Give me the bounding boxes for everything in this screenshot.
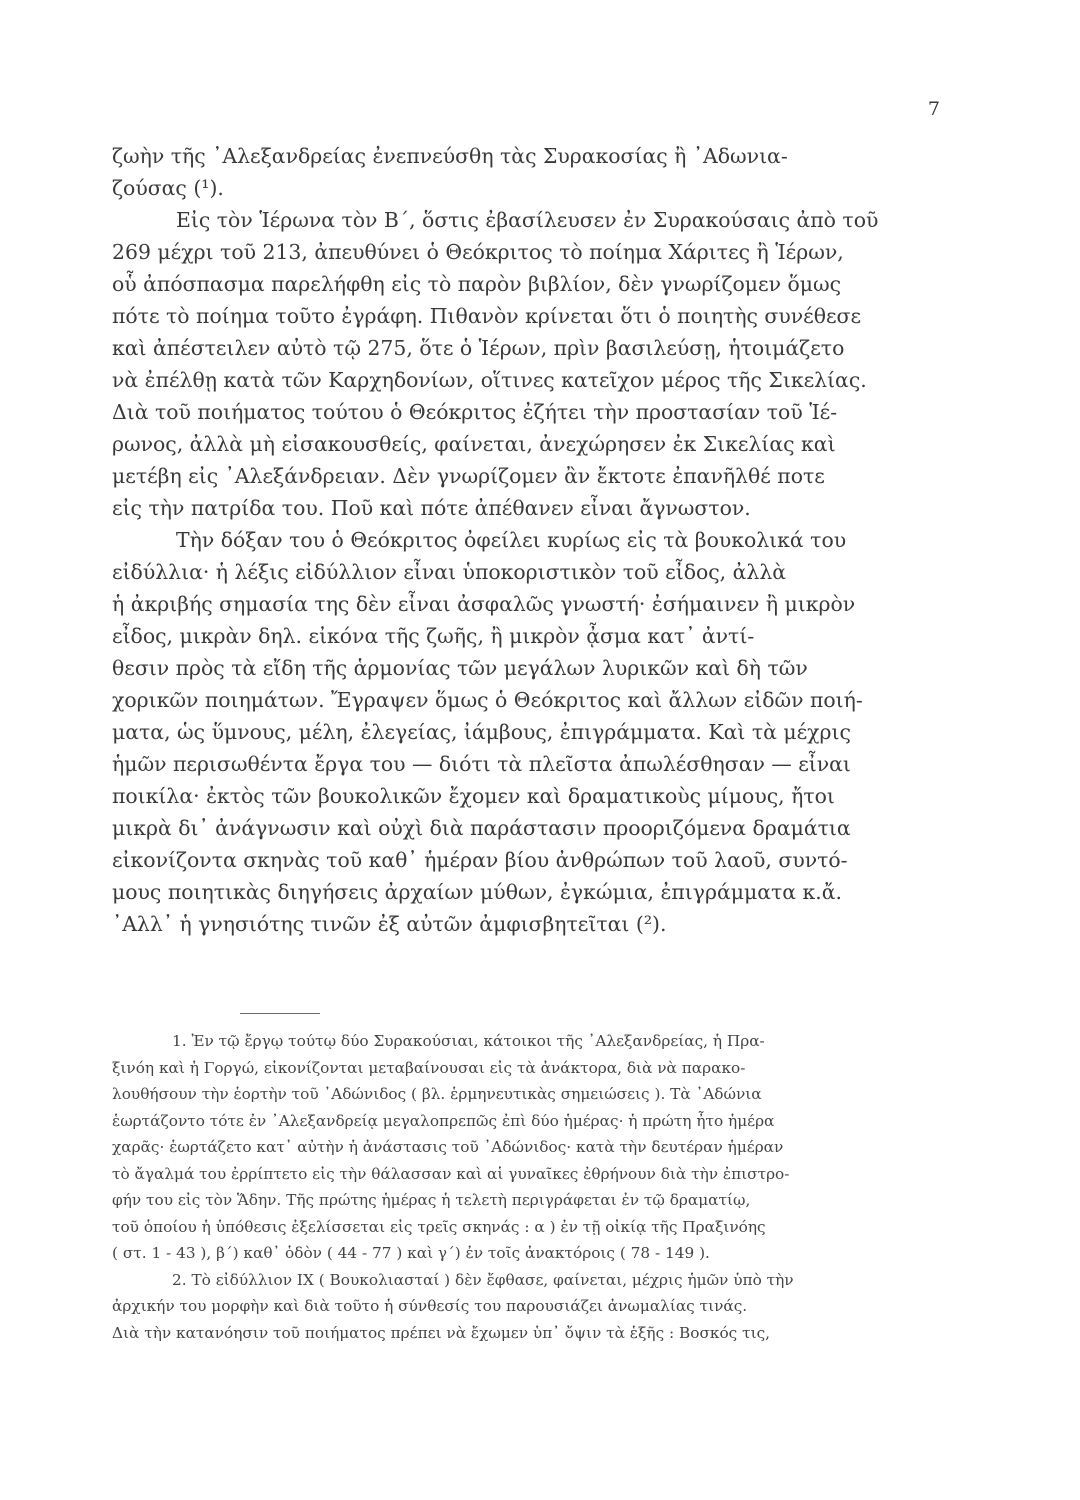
footnote-line: χαρᾶς· ἑωρτάζετο κατ᾿ αὐτὴν ἡ ἀνάστασις τοῦ ᾿Αδώνιδος· κατὰ τὴν δευτέραν ἡμέραν [112, 1138, 784, 1156]
text-line: Τὴν δόξαν του ὁ Θεόκριτος ὀφείλει κυρίως εἰς τὰ βουκολικά του [176, 528, 847, 552]
text-line: καὶ ἀπέστειλεν αὐτὸ τῷ 275, ὅτε ὁ Ἱέρων, πρὶν βασιλεύσῃ, ἡτοιμάζετο [112, 336, 845, 360]
footnote-line: 2. Τὸ εἰδύλλιον IX ( Βουκολιασταί ) δὲν ἔφθασε, φαίνεται, μέχρις ἡμῶν ὑπὸ τὴν [172, 1270, 794, 1289]
text-line: ματα, ὡς ὕμνους, μέλη, ἐλεγείας, ἰάμβους, ἐπιγράμματα. Καὶ τὰ μέχρις [112, 720, 851, 744]
text-line: νὰ ἐπέλθῃ κατὰ τῶν Καρχηδονίων, οἵτινες κατεῖχον μέρος τῆς Σικελίας. [112, 368, 867, 392]
text-line: εἰς τὴν πατρίδα του. Ποῦ καὶ πότε ἀπέθανεν εἶναι ἄγνωστον. [112, 496, 751, 520]
text-line: πότε τὸ ποίημα τοῦτο ἐγράφη. Πιθανὸν κρίνεται ὅτι ὁ ποιητὴς συνέθεσε [112, 304, 862, 328]
footnote-line: ξινόη καὶ ἡ Γοργώ, εἰκονίζονται μεταβαίνουσαι εἰς τὰ ἀνάκτορα, διὰ νὰ παρακο- [112, 1058, 746, 1077]
text-line: εἶδος, μικρὰν δηλ. εἰκόνα τῆς ζωῆς, ἢ μικρὸν ᾆσμα κατ᾿ ἀντί- [112, 624, 755, 648]
text-line: ζωὴν τῆς ᾿Αλεξανδρείας ἐνεπνεύσθη τὰς Συρακοσίας ἢ ᾿Αδωνια- [112, 144, 788, 168]
footnote-line: Διὰ τὴν κατανόησιν τοῦ ποιήματος πρέπει νὰ ἔχωμεν ὑπ᾿ ὄψιν τὰ ἑξῆς : Βοσκός τις, [112, 1323, 771, 1342]
page-number: 7 [927, 98, 940, 120]
text-line: μετέβη εἰς ᾿Αλεξάνδρειαν. Δὲν γνωρίζομεν ἂν ἔκτοτε ἐπανῆλθέ ποτε [112, 464, 825, 488]
text-line: θεσιν πρὸς τὰ εἴδη τῆς ἁρμονίας τῶν μεγάλων λυρικῶν καὶ δὴ τῶν [112, 656, 808, 680]
text-line: ἡμῶν περισωθέντα ἔργα του — διότι τὰ πλεῖστα ἀπωλέσθησαν — εἶναι [112, 752, 851, 776]
text-line: ρωνος, ἀλλὰ μὴ εἰσακουσθείς, φαίνεται, ἀνεχώρησεν ἐκ Σικελίας καὶ [112, 432, 836, 456]
text-line: ζούσας (¹). [112, 176, 224, 200]
text-line: ἡ ἀκριβής σημασία της δὲν εἶναι ἀσφαλῶς γνωστή· ἐσήμαινεν ἢ μικρὸν [112, 592, 856, 616]
text-line: μους ποιητικὰς διηγήσεις ἀρχαίων μύθων, ἐγκώμια, ἐπιγράμματα κ.ἄ. [112, 880, 843, 904]
text-line: Εἰς τὸν Ἱέρωνα τὸν Β΄, ὅστις ἐβασίλευσεν ἐν Συρακούσαις ἀπὸ τοῦ [176, 208, 879, 232]
footnote-line: 1. Ἐν τῷ ἔργῳ τούτῳ δύο Συρακούσιαι, κάτοικοι τῆς ᾿Αλεξανδρείας, ἡ Πρα- [172, 1032, 765, 1050]
text-line: μικρὰ δι᾿ ἀνάγνωσιν καὶ οὐχὶ διὰ παράστασιν προοριζόμενα δραμάτια [112, 816, 851, 840]
footnote-line: ἑωρτάζοντο τότε ἐν ᾿Αλεξανδρείᾳ μεγαλοπρεπῶς ἐπὶ δύο ἡμέρας· ἡ πρώτη ἦτο ἡμέρα [112, 1111, 775, 1130]
footnote-line: τοῦ ὁποίου ἡ ὑπόθεσις ἐξελίσσεται εἰς τρεῖς σκηνάς : α ) ἐν τῇ οἰκίᾳ τῆς Πραξινόης [112, 1217, 766, 1236]
text-line: ποικίλα· ἐκτὸς τῶν βουκολικῶν ἔχομεν καὶ δραματικοὺς μίμους, ἤτοι [112, 784, 835, 808]
footnotes [112, 1028, 942, 1346]
footnote-line: ( στ. 1 - 43 ), β΄) καθ᾿ ὁδὸν ( 44 - 77 ) καὶ γ΄) ἐν τοῖς ἀνακτόροις ( 78 - 149 ). [112, 1244, 710, 1262]
text-line: οὗ ἀπόσπασμα παρελήφθη εἰς τὸ παρὸν βιβλίον, δὲν γνωρίζομεν ὅμως [112, 272, 842, 296]
text-line: 269 μέχρι τοῦ 213, ἀπευθύνει ὁ Θεόκριτος τὸ ποίημα Χάριτες ἢ Ἱέρων, [112, 240, 844, 264]
text-line: χορικῶν ποιημάτων. Ἔγραψεν ὅμως ὁ Θεόκριτος καὶ ἄλλων εἰδῶν ποιή- [112, 688, 863, 712]
text-line: εἰκονίζοντα σκηνὰς τοῦ καθ᾿ ἡμέραν βίου ἀνθρώπων τοῦ λαοῦ, συντό- [112, 848, 848, 872]
footnote-line: λουθήσουν τὴν ἑορτὴν τοῦ ᾿Αδώνιδος ( βλ. ἑρμηνευτικὰς σημειώσεις ). Τὰ ᾿Αδώνια [112, 1085, 762, 1103]
text-line: ᾿Αλλ᾿ ἡ γνησιότης τινῶν ἐξ αὐτῶν ἀμφισβητεῖται (²). [112, 912, 667, 936]
main-text [112, 140, 942, 940]
text-line: Διὰ τοῦ ποιήματος τούτου ὁ Θεόκριτος ἐζήτει τὴν προστασίαν τοῦ Ἱέ- [112, 400, 838, 424]
footnote-separator [240, 1013, 320, 1014]
footnote-line: φήν του εἰς τὸν Ἅδην. Τῆς πρώτης ἡμέρας ἡ τελετὴ περιγράφεται ἐν τῷ δραματίῳ, [112, 1191, 751, 1209]
footnote-line: ἀρχικήν του μορφὴν καὶ διὰ τοῦτο ἡ σύνθεσίς του παρουσιάζει ἀνωμαλίας τινάς. [112, 1297, 748, 1315]
footnote-line: τὸ ἄγαλμά του ἐρρίπτετο εἰς τὴν θάλασσαν καὶ αἱ γυναῖκες ἐθρήνουν διὰ τὴν ἐπιστρο- [112, 1164, 790, 1183]
text-line: εἰδύλλια· ἡ λέξις εἰδύλλιον εἶναι ὑποκοριστικὸν τοῦ εἶδος, ἀλλὰ [112, 560, 787, 584]
